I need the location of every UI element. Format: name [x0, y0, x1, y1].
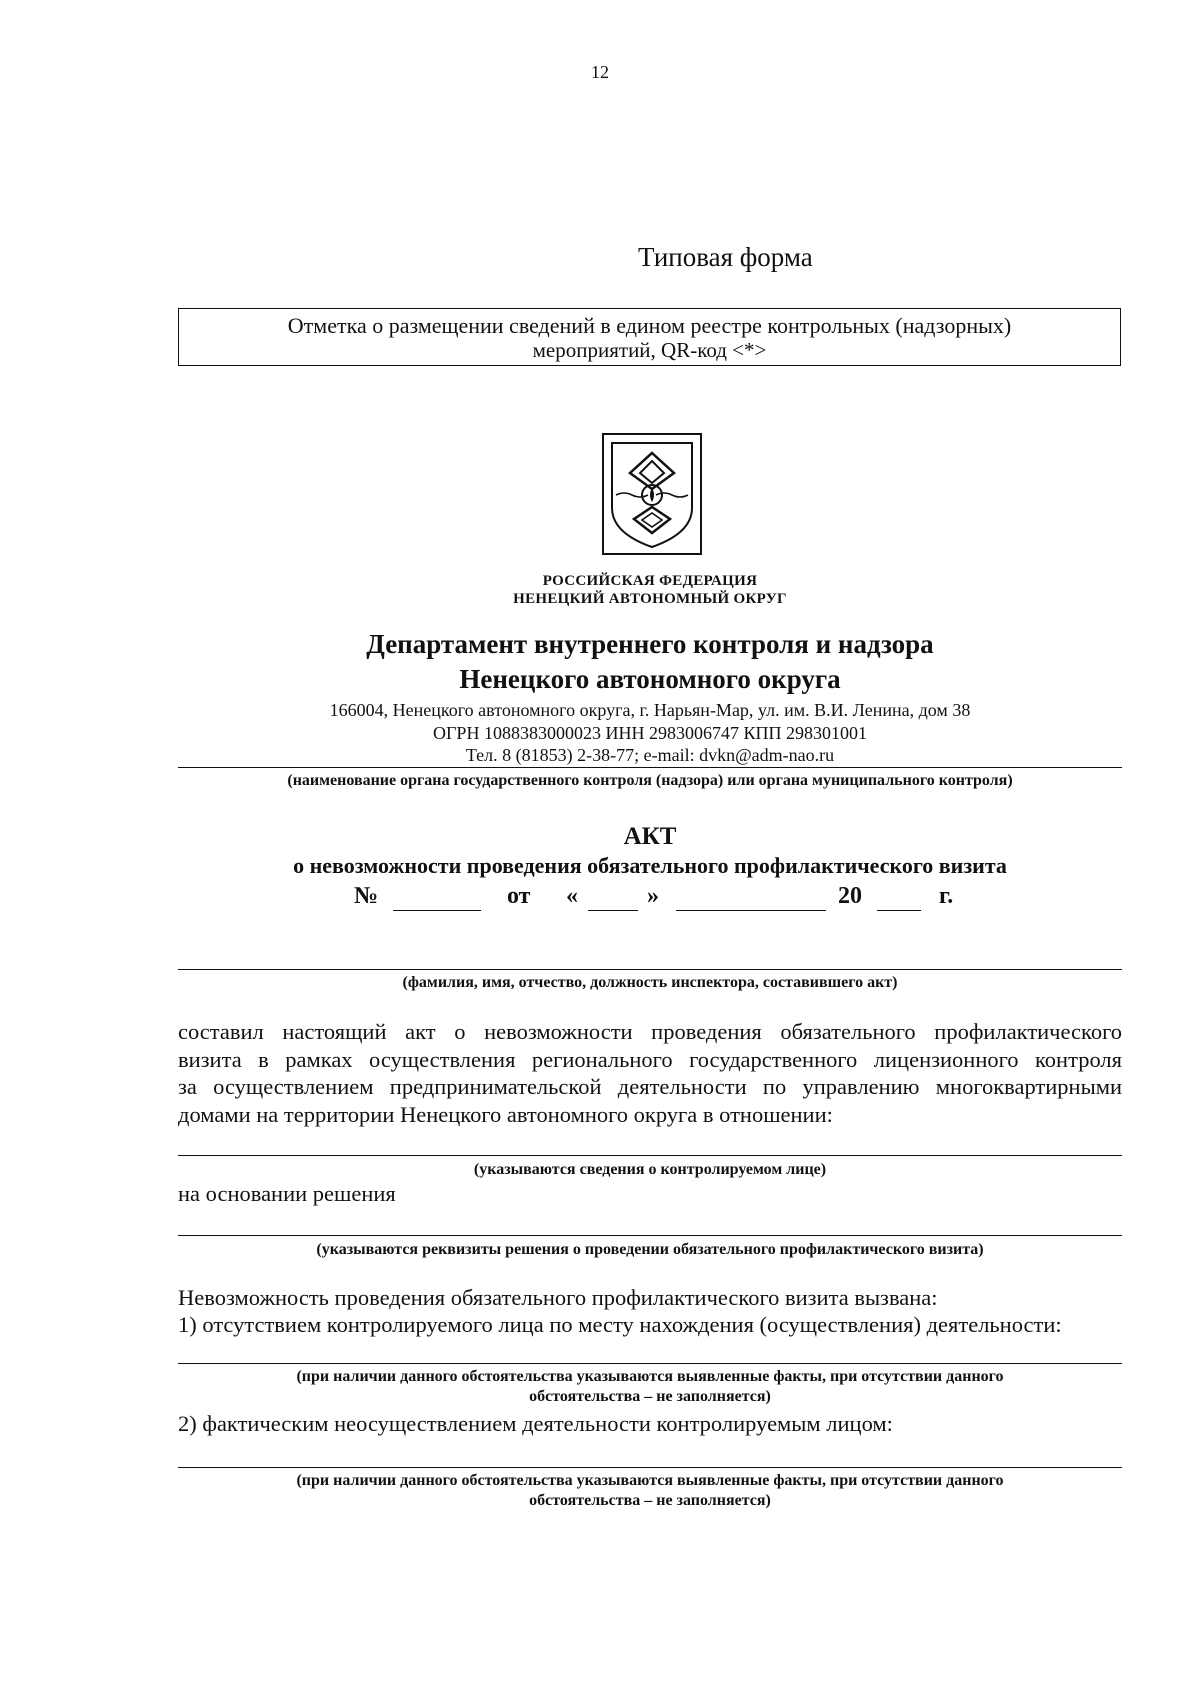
- body-line: визита в рамках осуществления регионального государственного лицензионного контроля: [178, 1046, 1122, 1072]
- reason-1-caption-line2: обстоятельства – не заполняется): [529, 1388, 771, 1405]
- organ-underline: [178, 767, 1122, 768]
- month-blank[interactable]: [676, 910, 826, 911]
- body-line: составил настоящий акт о невозможности проведения обязательного профилактического: [178, 1019, 1122, 1044]
- day-blank[interactable]: [588, 910, 638, 911]
- country-name: РОССИЙСКАЯ ФЕДЕРАЦИЯ: [542, 573, 758, 589]
- reason-2: 2) фактическим неосуществлением деятельности контролируемым лицом:: [178, 1411, 893, 1436]
- body-paragraph: [178, 1018, 1122, 1128]
- coat-of-arms-emblem: [602, 433, 702, 555]
- controlled-person-blank[interactable]: [178, 1155, 1122, 1156]
- number-label: №: [354, 883, 379, 909]
- from-label: от: [507, 883, 531, 909]
- reasons-intro: Невозможность проведения обязательного профилактического визита вызвана:: [178, 1285, 938, 1310]
- region-name: НЕНЕЦКИЙ АВТОНОМНЫЙ ОКРУГ: [513, 591, 787, 607]
- basis-label: на основании решения: [178, 1181, 396, 1206]
- body-line: за осуществлением предпринимательской деятельности по управлению многоквартирными: [178, 1074, 1122, 1099]
- year-suffix: г.: [939, 883, 954, 909]
- registry-box-line2: мероприятий, QR-код <*>: [532, 338, 767, 362]
- reason-2-blank[interactable]: [178, 1467, 1122, 1468]
- decision-blank[interactable]: [178, 1235, 1122, 1236]
- controlled-person-caption: (указываются сведения о контролируемом лице): [473, 1161, 827, 1178]
- year-prefix: 20: [838, 883, 862, 909]
- department-name-line2: Ненецкого автономного округа: [459, 664, 841, 694]
- body-line: домами на территории Ненецкого автономного округа в отношении:: [178, 1101, 833, 1127]
- number-blank[interactable]: [393, 910, 481, 911]
- page-number: 12: [591, 62, 609, 82]
- reason-1: 1) отсутствием контролируемого лица по месту нахождения (осуществления) деятельности:: [178, 1312, 1062, 1337]
- registry-box: [178, 308, 1121, 366]
- act-title: АКТ: [623, 823, 677, 850]
- reason-2-caption-line2: обстоятельства – не заполняется): [529, 1492, 771, 1509]
- reason-1-caption-line1: (при наличии данного обстоятельства указываются выявленные факты, при отсутствии данного: [296, 1368, 1004, 1385]
- department-contacts: Тел. 8 (81853) 2-38-77; e-mail: dvkn@adm-nao.ru: [465, 745, 835, 765]
- year-blank[interactable]: [877, 910, 921, 911]
- reason-2-caption-line1: (при наличии данного обстоятельства указываются выявленные факты, при отсутствии данного: [296, 1472, 1004, 1489]
- decision-caption: (указываются реквизиты решения о проведении обязательного профилактического визита): [316, 1241, 984, 1258]
- reason-1-blank[interactable]: [178, 1363, 1122, 1364]
- inspector-blank[interactable]: [178, 969, 1122, 970]
- form-type-title: Типовая форма: [638, 242, 813, 272]
- organ-caption: (наименование органа государственного контроля (надзора) или органа муниципального контроля): [287, 772, 1013, 789]
- department-registration: ОГРН 1088383000023 ИНН 2983006747 КПП 298301001: [433, 723, 867, 743]
- department-address: 166004, Ненецкого автономного округа, г. Нарьян-Мар, ул. им. В.И. Ленина, дом 38: [329, 700, 971, 720]
- quote-open: «: [566, 883, 578, 909]
- registry-box-line1: Отметка о размещении сведений в едином реестре контрольных (надзорных): [287, 313, 1012, 338]
- department-name-line1: Департамент внутреннего контроля и надзора: [366, 629, 934, 659]
- inspector-caption: (фамилия, имя, отчество, должность инспектора, составившего акт): [402, 974, 898, 991]
- act-subtitle: о невозможности проведения обязательного профилактического визита: [293, 853, 1007, 878]
- quote-close: »: [647, 883, 659, 909]
